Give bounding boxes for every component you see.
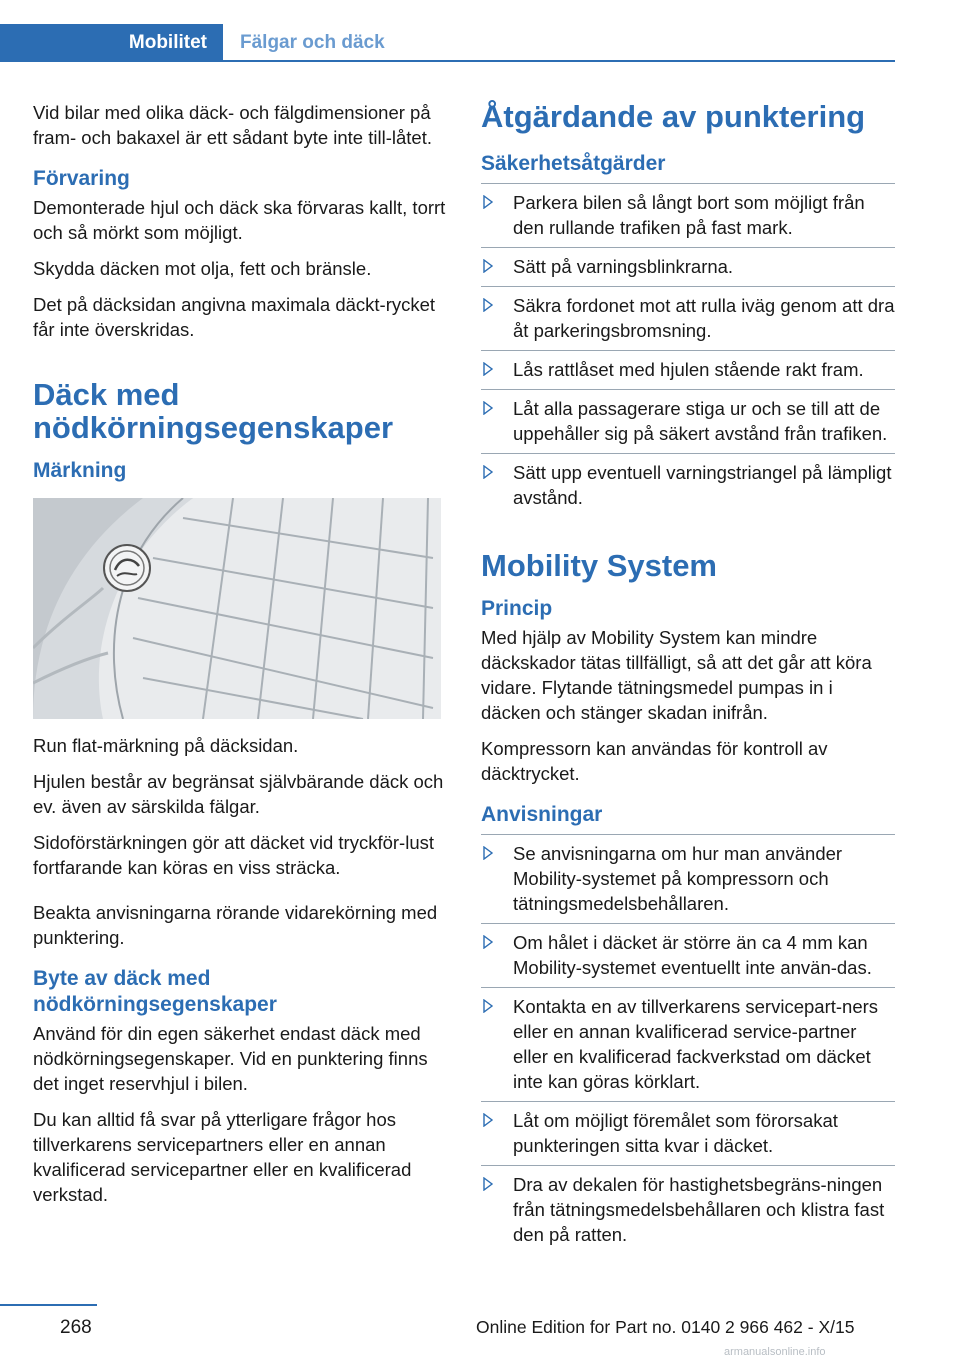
list-item <box>481 454 895 517</box>
storage-paragraph-2: Skydda däcken mot olja, fett och bränsle. <box>33 258 372 279</box>
sidewall-paragraph: Sidoförstärkningen gör att däcket vid tryckför-lust fortfarande kan köras en viss sträcka. <box>33 832 435 878</box>
storage-paragraph-1: Demonterade hjul och däck ska förvaras kallt, torrt och så mörkt som möjligt. <box>33 197 446 243</box>
edition-text: Online Edition for Part no. 0140 2 966 462 - X/15 <box>476 1317 855 1337</box>
watermark: armanualsonline.info <box>724 1346 826 1358</box>
triangle-right-icon <box>483 259 493 273</box>
list-item <box>481 287 895 351</box>
list-item-text: Sätt på varningsblinkrarna. <box>513 256 734 277</box>
triangle-right-icon <box>483 935 493 949</box>
change-heading: Byte av däck med nödkörningsegenskaper <box>33 967 277 1016</box>
use-paragraph: Använd för din egen säkerhet endast däck med nödkörningsegenskaper. Vid en punktering finns det inget reservhjul i bilen. <box>33 1023 428 1094</box>
list-item <box>481 988 895 1102</box>
tab-mobilitet: Mobilitet <box>0 24 223 62</box>
page-number: 268 <box>60 1317 92 1338</box>
safety-heading: Säkerhetsåtgärder <box>481 152 666 175</box>
storage-paragraph-3: Det på däcksidan angivna maximala däckt-rycket får inte överskridas. <box>33 294 436 340</box>
principle-paragraph-1: Med hjälp av Mobility System kan mindre däckskador tätas tillfälligt, så att det går att köra vidare. Flytande tätningsmedel pumpas in i däcken och stänger skadan inifrån. <box>481 627 872 723</box>
list-item <box>481 835 895 924</box>
list-item-text: Kontakta en av tillverkarens servicepart-ners eller en annan kvalificerad service-partner eller en kvalificerad fackverkstad om däcket inte kan göras körklart. <box>513 996 879 1092</box>
list-item-text: Dra av dekalen för hastighetsbegräns-ningen från tätningsmedelsbehållaren och klistra fast den på ratten. <box>513 1174 885 1245</box>
list-item <box>481 184 895 248</box>
header-rule <box>223 60 895 62</box>
figure-caption: Run flat-märkning på däcksidan. <box>33 735 299 756</box>
tire-drawing <box>33 498 441 719</box>
safety-list <box>481 183 895 517</box>
runflat-heading: Däck med nödkörningsegenskaper <box>33 377 394 445</box>
mobility-heading: Mobility System <box>481 548 717 583</box>
list-item-text: Lås rattlåset med hjulen stående rakt fram. <box>513 359 864 380</box>
triangle-right-icon <box>483 999 493 1013</box>
list-item <box>481 248 895 287</box>
list-item <box>481 1102 895 1166</box>
list-item <box>481 1166 895 1254</box>
left-column <box>33 100 451 1218</box>
list-item-text: Se anvisningarna om hur man använder Mobility-systemet på kompressorn och tätningsmedelsbehållaren. <box>513 843 843 914</box>
triangle-right-icon <box>483 1177 493 1191</box>
intro-paragraph: Vid bilar med olika däck- och fälgdimensioner på fram- och bakaxel är ett sådant byte inte till-låtet. <box>33 102 432 148</box>
triangle-right-icon <box>483 1113 493 1127</box>
triangle-right-icon <box>483 401 493 415</box>
storage-heading: Förvaring <box>33 167 130 190</box>
list-item-text: Om hålet i däcket är större än ca 4 mm kan Mobility-systemet eventuellt inte använ-das. <box>513 932 872 978</box>
triangle-right-icon <box>483 298 493 312</box>
tab-falgar-och-dack: Fälgar och däck <box>240 32 385 53</box>
list-item <box>481 924 895 988</box>
wheels-paragraph: Hjulen består av begränsat självbärande däck och ev. även av särskilda fälgar. <box>33 771 444 817</box>
note-paragraph: Beakta anvisningarna rörande vidarekörning med punktering. <box>33 902 438 948</box>
footer-rule <box>0 1304 97 1306</box>
rsc-tire-illustration <box>33 498 441 719</box>
triangle-right-icon <box>483 846 493 860</box>
list-item-text: Parkera bilen så långt bort som möjligt från den rullande trafiken på fast mark. <box>513 192 865 238</box>
list-item-text: Låt om möjligt föremålet som förorsakat punkteringen sitta kvar i däcket. <box>513 1110 838 1156</box>
principle-paragraph-2: Kompressorn kan användas för kontroll av däcktrycket. <box>481 738 828 784</box>
instructions-list <box>481 834 895 1254</box>
instructions-heading: Anvisningar <box>481 803 603 826</box>
list-item-text: Sätt upp eventuell varningstriangel på lämpligt avstånd. <box>513 462 892 508</box>
principle-heading: Princip <box>481 597 553 620</box>
list-item <box>481 351 895 390</box>
puncture-heading: Åtgärdande av punktering <box>481 99 866 134</box>
right-column <box>481 100 895 1254</box>
triangle-right-icon <box>483 465 493 479</box>
list-item-text: Låt alla passagerare stiga ur och se till att de uppehåller sig på säkert avstånd från trafiken. <box>513 398 888 444</box>
ask-paragraph: Du kan alltid få svar på ytterligare frågor hos tillverkarens servicepartners eller en annan kvalificerad servicepartner eller en kvalificerad verkstad. <box>33 1109 412 1205</box>
list-item-text: Säkra fordonet mot att rulla iväg genom att dra åt parkeringsbromsning. <box>513 295 895 341</box>
marking-heading: Märkning <box>33 459 127 482</box>
list-item <box>481 390 895 454</box>
triangle-right-icon <box>483 195 493 209</box>
triangle-right-icon <box>483 362 493 376</box>
header-tab-bar <box>0 24 895 62</box>
